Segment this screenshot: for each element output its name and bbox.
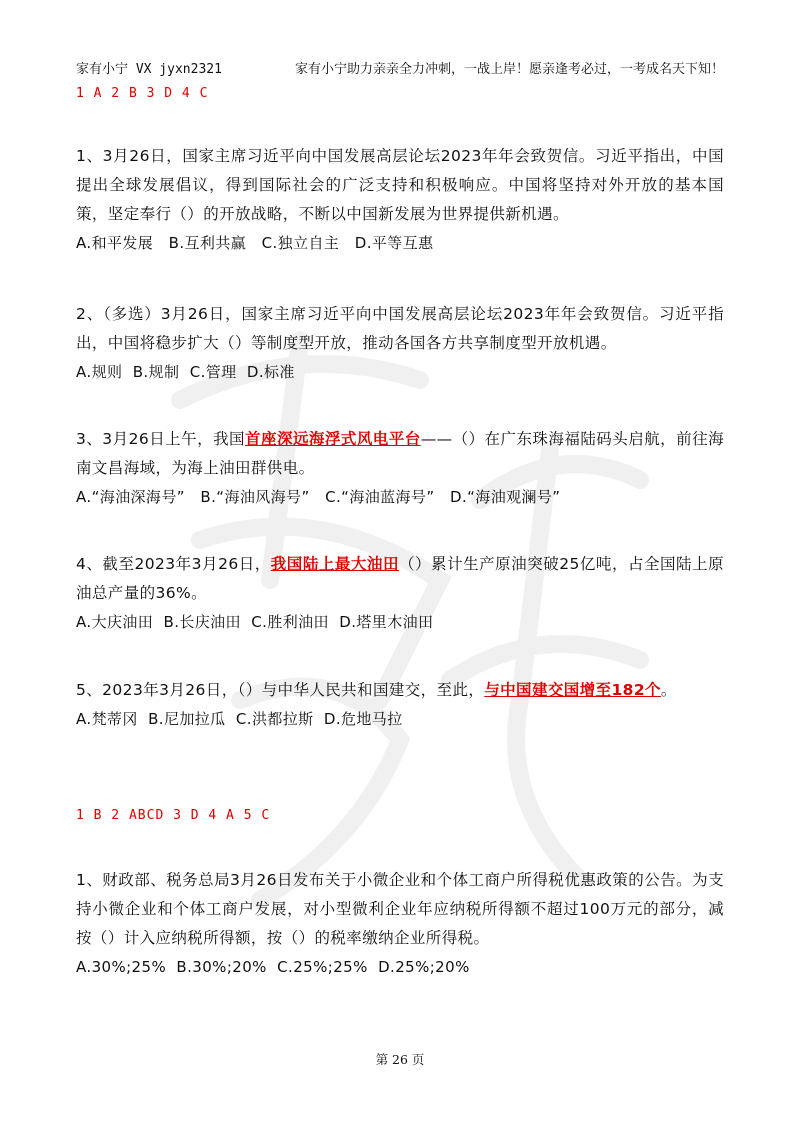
question-stem: [76, 425, 724, 483]
stem-text: 3、3月26日上午，我国: [76, 430, 246, 448]
question-options: A.和平发展 B.互利共赢 C.独立自主 D.平等互惠: [76, 234, 434, 252]
question-options: A.“海油深海号” B.“海油风海号” C.“海油蓝海号” D.“海油观澜号”: [76, 488, 561, 506]
stem-text: （）累计生产原油突破25亿吨，占全国陆上原油总产量的36%。: [76, 555, 725, 602]
question-stem: [76, 676, 724, 705]
header-left: 家有小宁 VX jyxn2321: [76, 62, 222, 77]
stem-text: 5、2023年3月26日，（）与中华人民共和国建交，至此，: [76, 681, 485, 699]
header-right: 家有小宁助力亲亲全力冲刺，一战上岸！愿亲逢考必过，一考成名天下知！: [294, 62, 724, 77]
stem-text: 。: [660, 681, 677, 699]
question-stem: 1、3月26日，国家主席习近平向中国发展高层论坛2023年年会致贺信。习近平指出，中国提出全球发展倡议，得到国际社会的广泛支持和积极响应。中国将坚持对外开放的基本国策，坚定奉行（）的开放战略，不断以中国新发展为世界提供新机遇。: [76, 147, 724, 223]
answer-key-1: 1 A 2 B 3 D 4 C: [76, 86, 209, 101]
highlight-text: 我国陆上最大油田: [270, 555, 399, 573]
question-options: A.30%;25% B.30%;20% C.25%;25% D.25%;20%: [76, 958, 470, 976]
stem-text: ——（）在广东珠海福陆码头启航，前往海南文昌海域，为海上油田群供电。: [76, 430, 724, 477]
page-header: [76, 58, 724, 78]
question-stem: 1、财政部、税务总局3月26日发布关于小微企业和个体工商户所得税优惠政策的公告。为支持小微企业和个体工商户发展，对小型微利企业年应纳税所得额不超过100万元的部分，减按（）计入应纳税所得额，按（）的税率缴纳企业所得税。: [76, 871, 724, 947]
question-1-5: [76, 676, 724, 734]
question-stem: [76, 550, 724, 608]
question-1-2: [76, 300, 724, 387]
question-options: A.规则 B.规制 C.管理 D.标准: [76, 363, 295, 381]
stem-text: 4、截至2023年3月26日，: [76, 555, 271, 573]
highlight-text: 与中国建交国增至182个: [484, 681, 661, 699]
question-options: A.大庆油田 B.长庆油田 C.胜利油田 D.塔里木油田: [76, 613, 434, 631]
page-number: 第 26 页: [375, 1052, 425, 1067]
question-1-3: [76, 425, 724, 512]
question-1-1: [76, 142, 724, 258]
question-2-1: [76, 866, 724, 982]
question-options: A.梵蒂冈 B.尼加拉瓜 C.洪都拉斯 D.危地马拉: [76, 710, 403, 728]
question-1-4: [76, 550, 724, 637]
question-stem: 2、（多选）3月26日，国家主席习近平向中国发展高层论坛2023年年会致贺信。习近平指出，中国将稳步扩大（）等制度型开放，推动各国各方共享制度型开放机遇。: [76, 305, 724, 352]
answer-key-2: 1 B 2 ABCD 3 D 4 A 5 C: [76, 808, 271, 823]
highlight-text: 首座深远海浮式风电平台: [245, 430, 421, 448]
